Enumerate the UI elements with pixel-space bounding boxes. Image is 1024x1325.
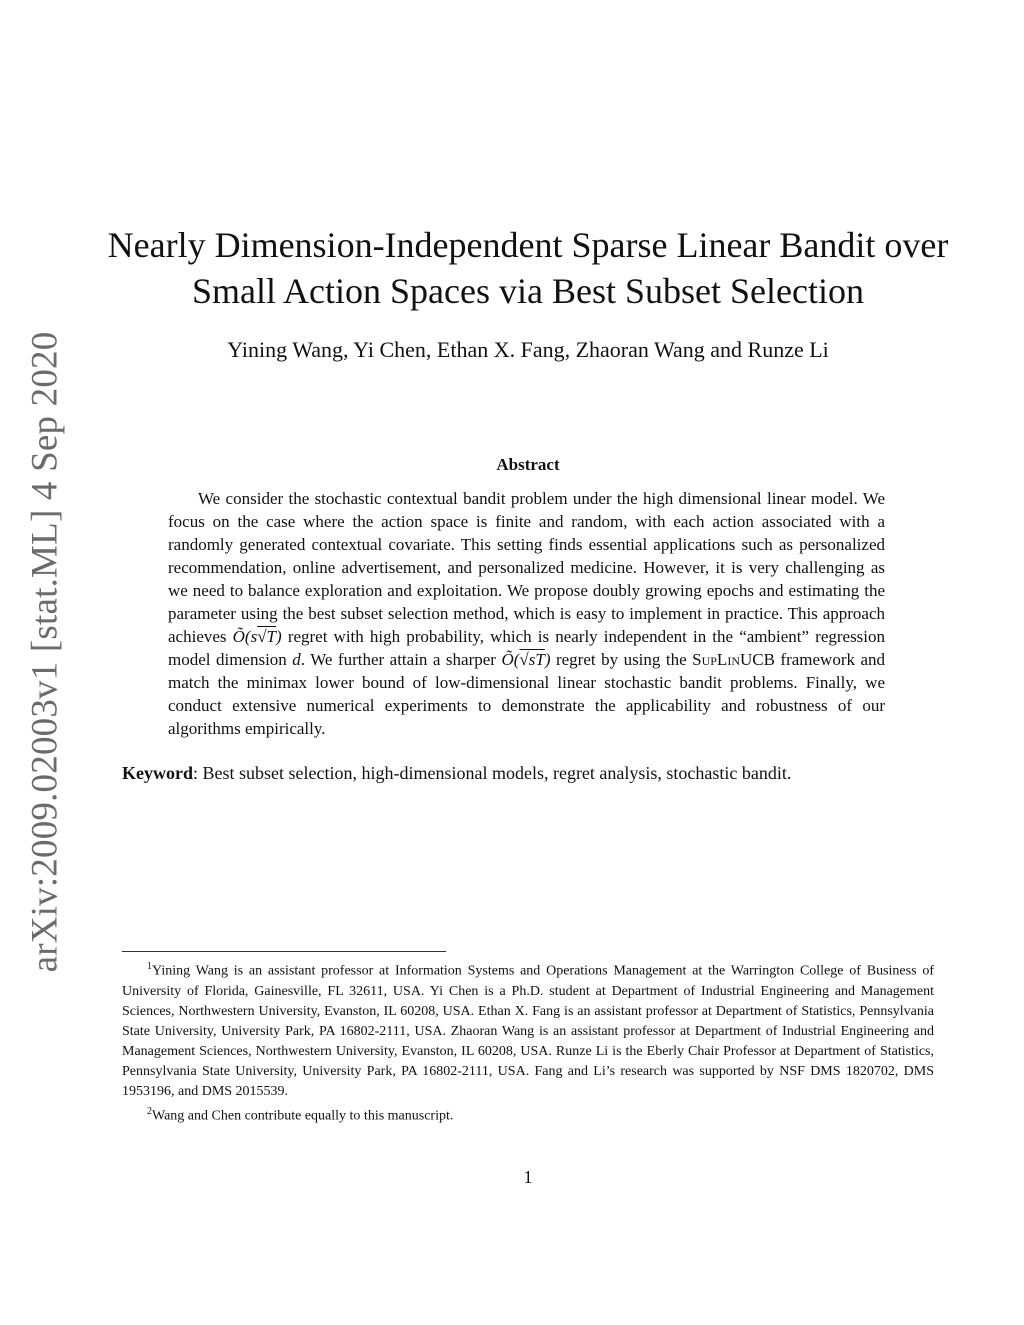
footnote-mark: 1 xyxy=(147,961,152,972)
footnotes xyxy=(122,957,934,1126)
keyword-label: Keyword xyxy=(122,763,193,783)
paper-title: Nearly Dimension-Independent Sparse Linear Bandit over Small Action Spaces via Best Subset Selection xyxy=(107,225,949,311)
footnote-1 xyxy=(122,957,934,1102)
abstract-body xyxy=(168,487,885,740)
footnote-2 xyxy=(122,1102,934,1127)
footnote-mark: 2 xyxy=(147,1105,152,1117)
abstract-text-2: regret with high probability, which is nearly independent in the “ambient” regression model dimension xyxy=(168,627,886,669)
keyword-list: : Best subset selection, high-dimensional models, regret analysis, stochastic bandit. xyxy=(193,763,792,783)
arxiv-sidebar-stamp xyxy=(20,331,70,973)
footnote-text: Wang and Chen contribute equally to this manuscript. xyxy=(152,1108,454,1124)
dimension-symbol: d xyxy=(292,650,301,669)
abstract-text-3: . We further attain a sharper xyxy=(300,650,496,669)
footnote-text: Yining Wang is an assistant professor at Information Systems and Operations Management at the Warrington College of Business of University of Florida, Gainesville, FL 32611, USA. Yi Chen is a Ph.D. student at Department of Industrial Engineering and Management Sciences, Northwestern University, Evanston, IL 60208, USA. Ethan X. Fang is an assistant professor at Department of Statistics, Pennsylvania State University, University Park, PA 16802-2111, USA. Zhaoran Wang is an assistant professor at Department of Industrial Engineering and Management Sciences, Northwestern University, Evanston, IL 60208, USA. Runze Li is the Eberly Chair Professor at Department of Statistics, Pennsylvania State University, University Park, PA 16802-2111, USA. Fang and Li’s research was supported by NSF DMS 1820702, DMS 1953196, and DMS 2015539. xyxy=(122,963,934,1099)
regret-bound-formula-1: Õ(s√T) xyxy=(232,627,282,646)
arxiv-identifier: arXiv:2009.02003v1 [stat.ML] 4 Sep 2020 xyxy=(24,331,66,973)
abstract-text-1: We consider the stochastic contextual bandit problem under the high dimensional linear model. We focus on the case where the action space is finite and random, with each action associated with a randomly generated contextual covariate. This setting finds essential applications such as personalized recommendation, online advertisement, and personalized medicine. However, it is very challenging as we need to balance exploration and exploitation. We propose doubly growing epochs and estimating the parameter using the best subset selection method, which is easy to implement in practice. This approach achieves xyxy=(168,489,885,646)
abstract-text-4: regret by using the xyxy=(555,650,687,669)
keywords xyxy=(122,761,942,785)
author-list: Yining Wang, Yi Chen, Ethan X. Fang, Zhaoran Wang and Runze Li xyxy=(227,337,829,362)
regret-bound-formula-2: Õ(√sT) xyxy=(501,650,551,669)
page-number: 1 xyxy=(523,1167,533,1187)
algorithm-name: SupLinUCB xyxy=(692,650,775,669)
abstract-text-5: framework and match the minimax lower bound of low-dimensional linear stochastic bandit problems. Finally, we conduct extensive numerical experiments to demonstrate the applicability and robustness of our algorithms empirically. xyxy=(168,650,886,738)
abstract-heading: Abstract xyxy=(496,455,560,474)
footnote-divider xyxy=(122,951,446,952)
